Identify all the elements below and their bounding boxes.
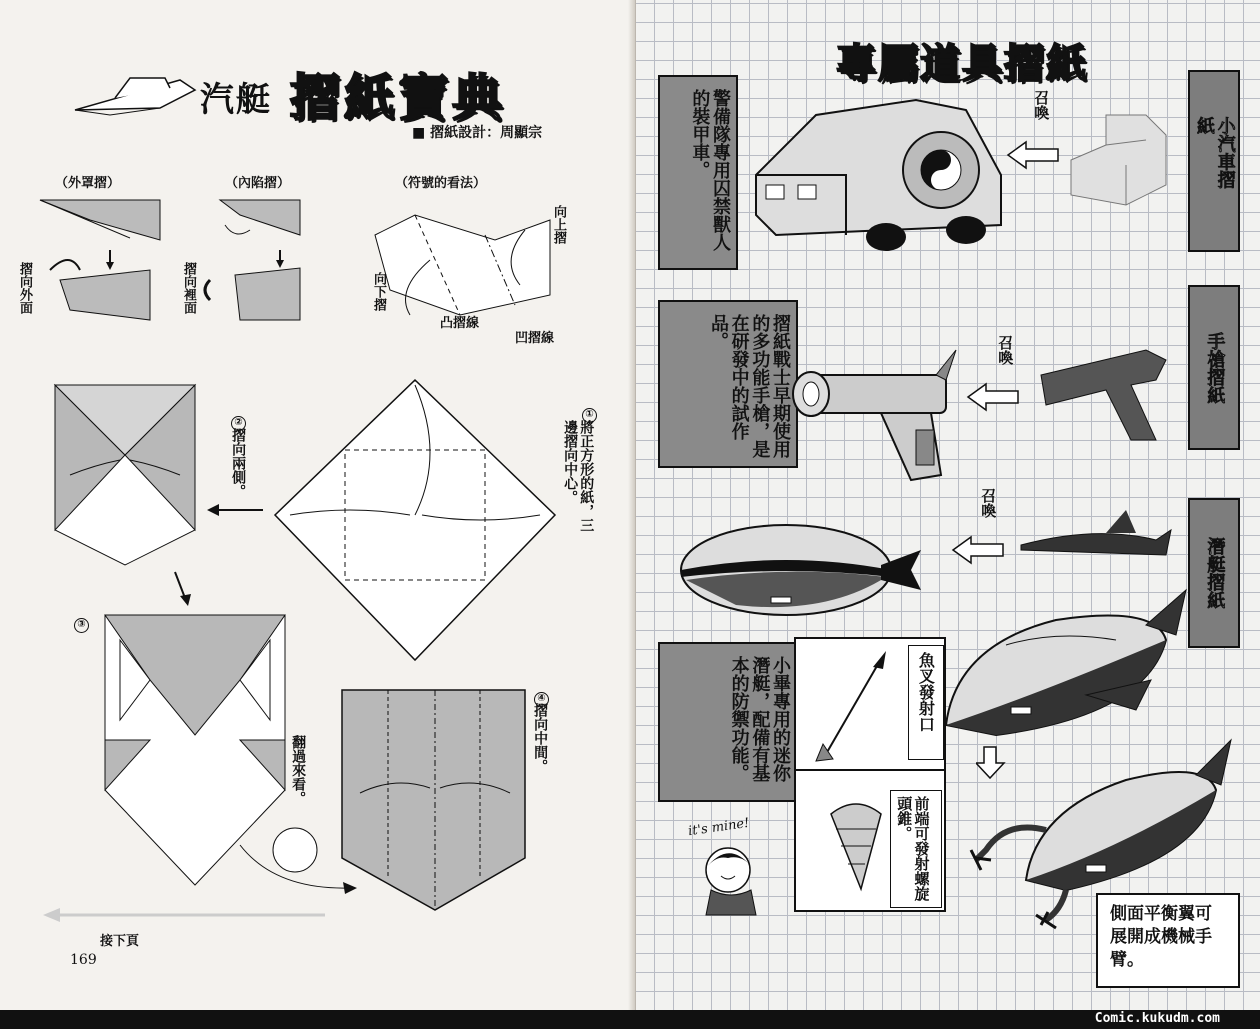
drill-callout: 前端可發射螺旋頭錐。 xyxy=(890,790,942,908)
fold-outward-label: 摺向外面 xyxy=(16,262,32,314)
step2-diagram xyxy=(50,380,200,570)
car-origami-label: 小汽車摺紙 xyxy=(1188,70,1240,252)
speedboat-illustration xyxy=(70,60,200,120)
submarine-illustration xyxy=(676,505,926,625)
next-page-arrow xyxy=(40,905,330,925)
step1-number: ① xyxy=(582,402,597,423)
fold-symbols-diagram xyxy=(30,190,590,350)
gun-origami-illustration xyxy=(1036,335,1186,445)
step2-text: 摺向兩側。 xyxy=(230,428,247,498)
fold-up-label: 向上摺 xyxy=(550,205,566,244)
harpoon-icon xyxy=(811,649,891,764)
kid-speech: it's mine! xyxy=(687,815,751,840)
step4-text: 摺向中間。 xyxy=(532,703,549,773)
submarine-origami-label: 潛艇摺紙 xyxy=(1188,498,1240,648)
fold-inward-label: 摺向裡面 xyxy=(180,262,196,314)
right-page xyxy=(636,0,1260,1010)
concave-line-label: 凹摺線 xyxy=(515,331,555,346)
step3-number: ③ xyxy=(74,612,89,633)
step2-number: ② xyxy=(231,410,246,431)
summon-arrow-icon xyxy=(966,382,1021,412)
title-prefix: 汽艇 xyxy=(200,80,272,120)
symbol-reading-label: （符號的看法） xyxy=(395,176,487,191)
left-page xyxy=(0,0,636,1010)
step1-text: 將正方形的紙，三邊摺向中心。 xyxy=(562,420,595,532)
summon-label-car: 召喚 xyxy=(1032,90,1051,120)
step4-diagram xyxy=(340,688,530,913)
gun-description-box: 摺紙戰士早期使用的多功能手槍，是在研發中的試作品。 xyxy=(658,300,798,468)
watermark-bar xyxy=(0,1010,1260,1029)
kid-character-illustration xyxy=(686,840,776,920)
harpoon-callout: 魚叉發射口 xyxy=(908,645,944,760)
watermark-text: Comic.kukudm.com xyxy=(1094,1011,1220,1026)
summon-arrow-icon xyxy=(951,535,1006,565)
designer-credit: ■ 摺紙設計：周顯宗 xyxy=(412,125,543,141)
summon-label-sub: 召喚 xyxy=(979,488,998,518)
gun-origami-label: 手槍摺紙 xyxy=(1188,285,1240,450)
step1-diagram xyxy=(270,375,570,665)
arrow-left-icon xyxy=(205,500,265,520)
page-title: 摺紙寶典 xyxy=(290,69,506,127)
page-title-right: 專屬道具摺紙 xyxy=(836,41,1088,87)
arm-note-box: 側面平衡翼可展開成機械手臂。 xyxy=(1096,893,1240,988)
drill-head-icon xyxy=(821,794,891,894)
step4-number: ④ xyxy=(534,686,549,707)
next-page-label: 接下頁 xyxy=(100,934,140,949)
panel-divider xyxy=(796,769,944,771)
armored-car-illustration xyxy=(736,85,1006,265)
car-origami-illustration xyxy=(1066,110,1176,210)
flip-note: 翻過來看。 xyxy=(290,735,307,805)
car-description-box: 警備隊專用囚禁獸人的裝甲車。 xyxy=(658,75,738,270)
inner-fold-label: （內陷摺） xyxy=(225,176,291,191)
gun-illustration xyxy=(781,345,971,485)
submarine-origami-illustration xyxy=(1016,505,1176,575)
summon-label-gun: 召喚 xyxy=(996,335,1015,365)
outer-fold-label: （外罩摺） xyxy=(55,176,121,191)
submarine-description-box: 小畢專用的迷你潛艇，配備有基本的防禦功能。 xyxy=(658,642,798,802)
page-number: 169 xyxy=(70,952,97,968)
convex-line-label: 凸摺線 xyxy=(440,316,480,331)
summon-arrow-icon xyxy=(1006,140,1061,170)
fold-down-label: 向下摺 xyxy=(370,272,386,311)
arrow-down-icon xyxy=(170,570,200,610)
